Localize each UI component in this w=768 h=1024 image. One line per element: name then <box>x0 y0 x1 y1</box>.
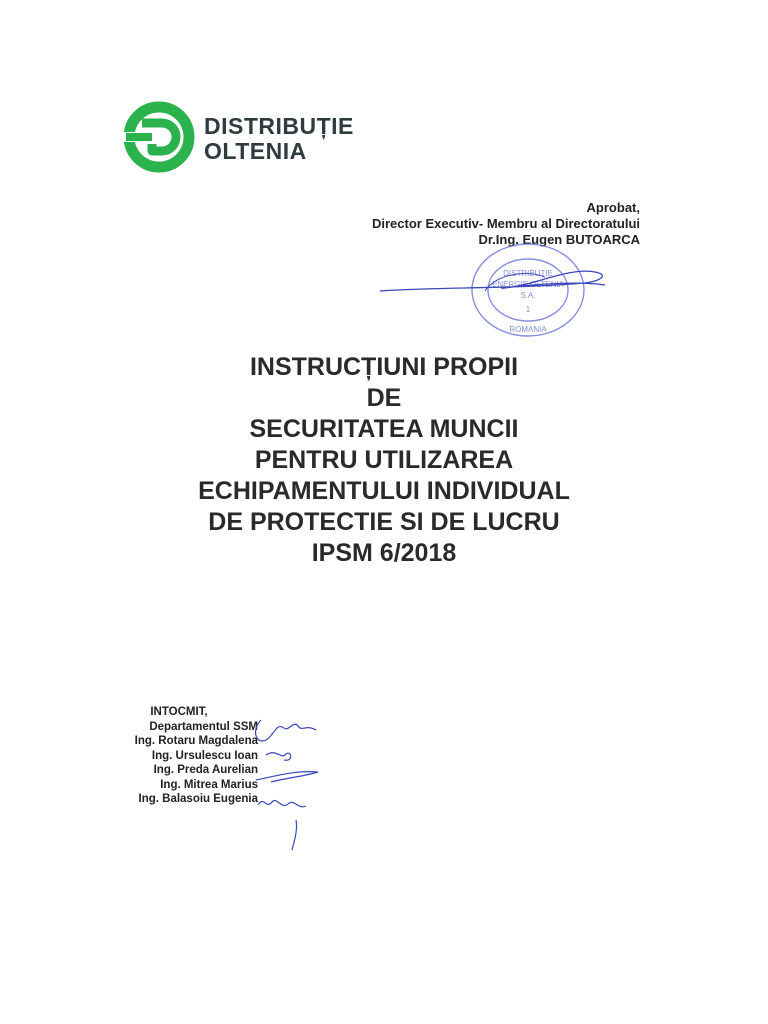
title-line-5: ECHIPAMENTULUI INDIVIDUAL <box>198 477 570 505</box>
company-logo <box>122 100 402 180</box>
director-signature <box>375 255 615 305</box>
author-signatures <box>236 710 336 860</box>
stamp-inner-line-2: ENERGIE OLTENIA <box>492 280 564 289</box>
title-line-2: DE <box>366 384 402 412</box>
prepared-person: Ing. Mitrea Marius <box>160 778 258 791</box>
prepared-person: Ing. Preda Aurelian <box>153 764 258 776</box>
prepared-by-block <box>100 705 258 807</box>
stamp-inner-line-3: S.A. <box>520 291 536 300</box>
stamp-number: 1 <box>525 305 531 314</box>
prepared-department: Departamentul SSM <box>149 720 258 733</box>
prepared-heading: INTOCMIT, <box>150 706 208 718</box>
logo-line-1: DISTRIBUȚIE <box>204 113 354 139</box>
document-title <box>0 352 768 569</box>
logo-line-2: OLTENIA <box>204 138 307 164</box>
title-line-3: SECURITATEA MUNCII <box>249 415 519 443</box>
title-line-7: IPSM 6/2018 <box>311 539 457 567</box>
prepared-person: Ing. Rotaru Magdalena <box>134 735 258 747</box>
title-line-4: PENTRU UTILIZAREA <box>254 446 514 474</box>
title-line-6: DE PROTECTIE SI DE LUCRU <box>208 508 560 536</box>
approval-name: Dr.Ing. Eugen BUTOARCA <box>478 232 640 247</box>
prepared-person: Ing. Ursulescu Ioan <box>151 749 258 762</box>
logo-text <box>204 114 354 164</box>
prepared-person: Ing. Balasoiu Eugenia <box>138 793 258 805</box>
approval-label: Aprobat, <box>586 200 640 215</box>
logo-mark-icon <box>122 100 196 174</box>
title-line-1: INSTRUCȚIUNI PROPII <box>249 353 519 381</box>
approval-position: Director Executiv- Membru al Directoratului <box>371 216 640 231</box>
stamp-country: ROMANIA <box>509 325 547 334</box>
stamp-inner-line-1: DISTRIBUȚIE <box>503 269 553 278</box>
